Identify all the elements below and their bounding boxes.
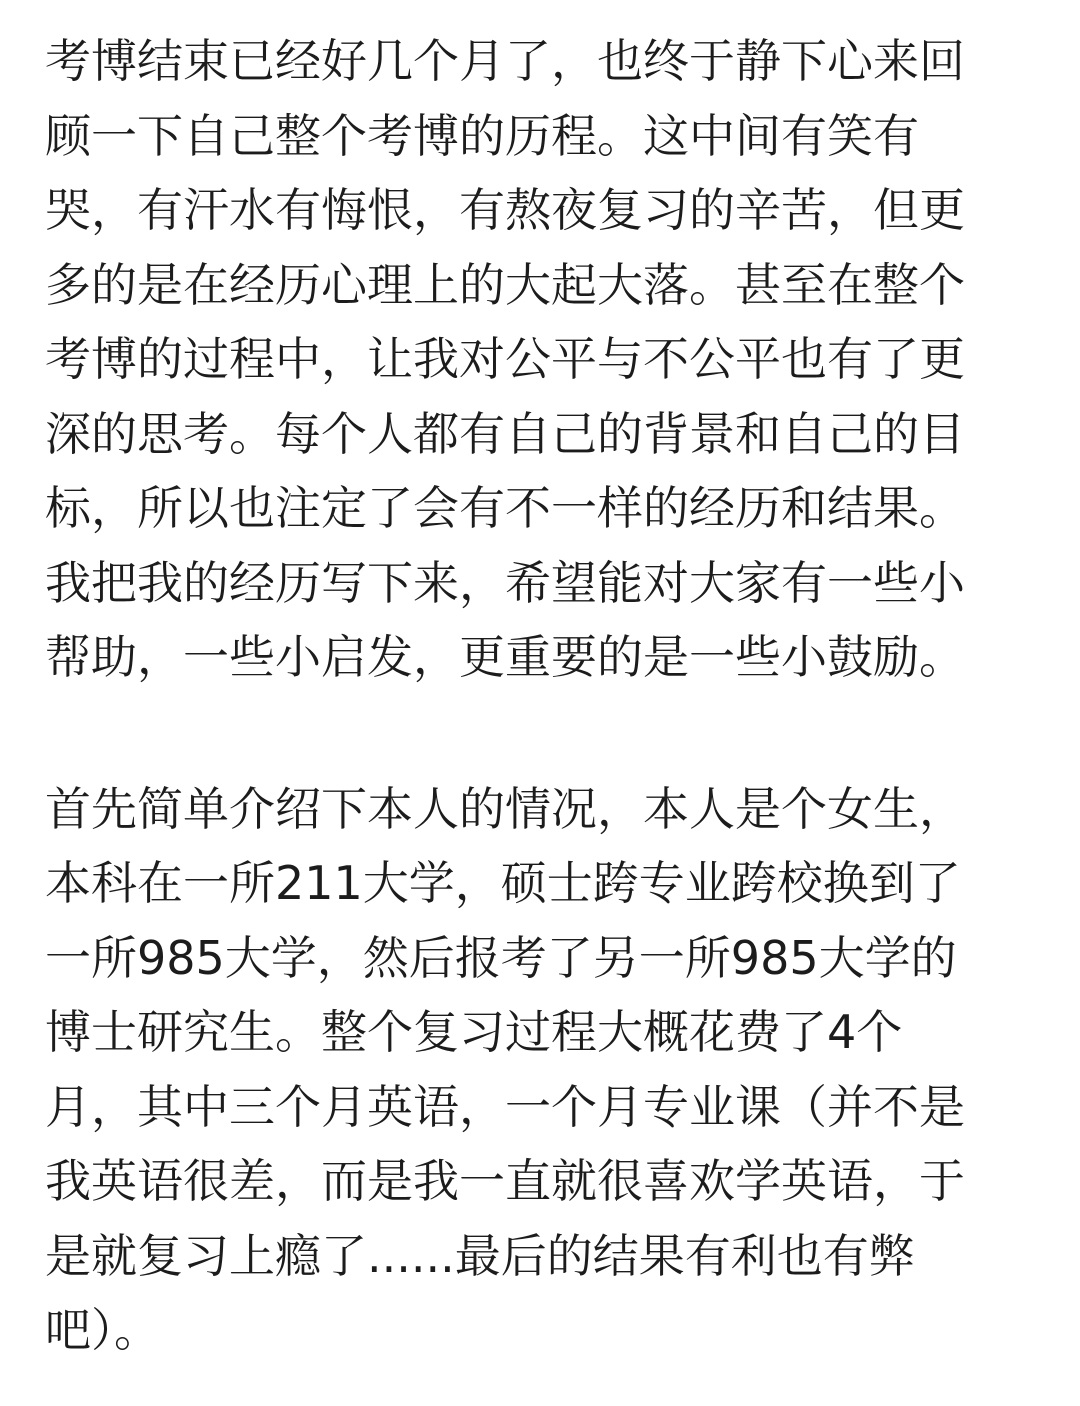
- text-line: 哭，有汗水有悔恨，有熬夜复习的辛苦，但更: [45, 183, 965, 237]
- text-line: 我把我的经历写下来，希望能对大家有一些小: [45, 555, 965, 610]
- text-line: 帮助，一些小启发，更重要的是一些小鼓励。: [45, 630, 965, 684]
- text-line: 本科在一所211大学，硕士跨专业跨校换到了: [45, 856, 961, 910]
- text-line: 标，所以也注定了会有不一样的经历和结果。: [45, 481, 965, 535]
- text-line: 是就复习上瘾了......最后的结果有利也有弊: [45, 1228, 915, 1283]
- text-line: 深的思考。每个人都有自己的背景和自己的目: [45, 406, 965, 461]
- text-line: 一所985大学，然后报考了另一所985大学的: [45, 930, 957, 985]
- paragraph-background: [45, 772, 1015, 1368]
- text-line: 博士研究生。整个复习过程大概花费了4个: [45, 1005, 903, 1059]
- text-line: 吧）。: [45, 1303, 160, 1357]
- text-line: 首先简单介绍下本人的情况，本人是个女生，: [45, 781, 965, 836]
- text-line: 顾一下自己整个考博的历程。这中间有笑有: [45, 108, 919, 163]
- text-line: 多的是在经历心理上的大起大落。甚至在整个: [45, 257, 965, 312]
- text-line: 月，其中三个月英语，一个月专业课（并不是: [45, 1079, 965, 1134]
- paragraph-spacer: [45, 695, 1015, 772]
- text-line: 考博结束已经好几个月了，也终于静下心来回: [45, 34, 965, 88]
- paragraph-intro: [45, 24, 1015, 695]
- text-line: 考博的过程中，让我对公平与不公平也有了更: [45, 332, 965, 386]
- article-body: [45, 24, 1015, 1368]
- text-line: 我英语很差，而是我一直就很喜欢学英语，于: [45, 1154, 965, 1208]
